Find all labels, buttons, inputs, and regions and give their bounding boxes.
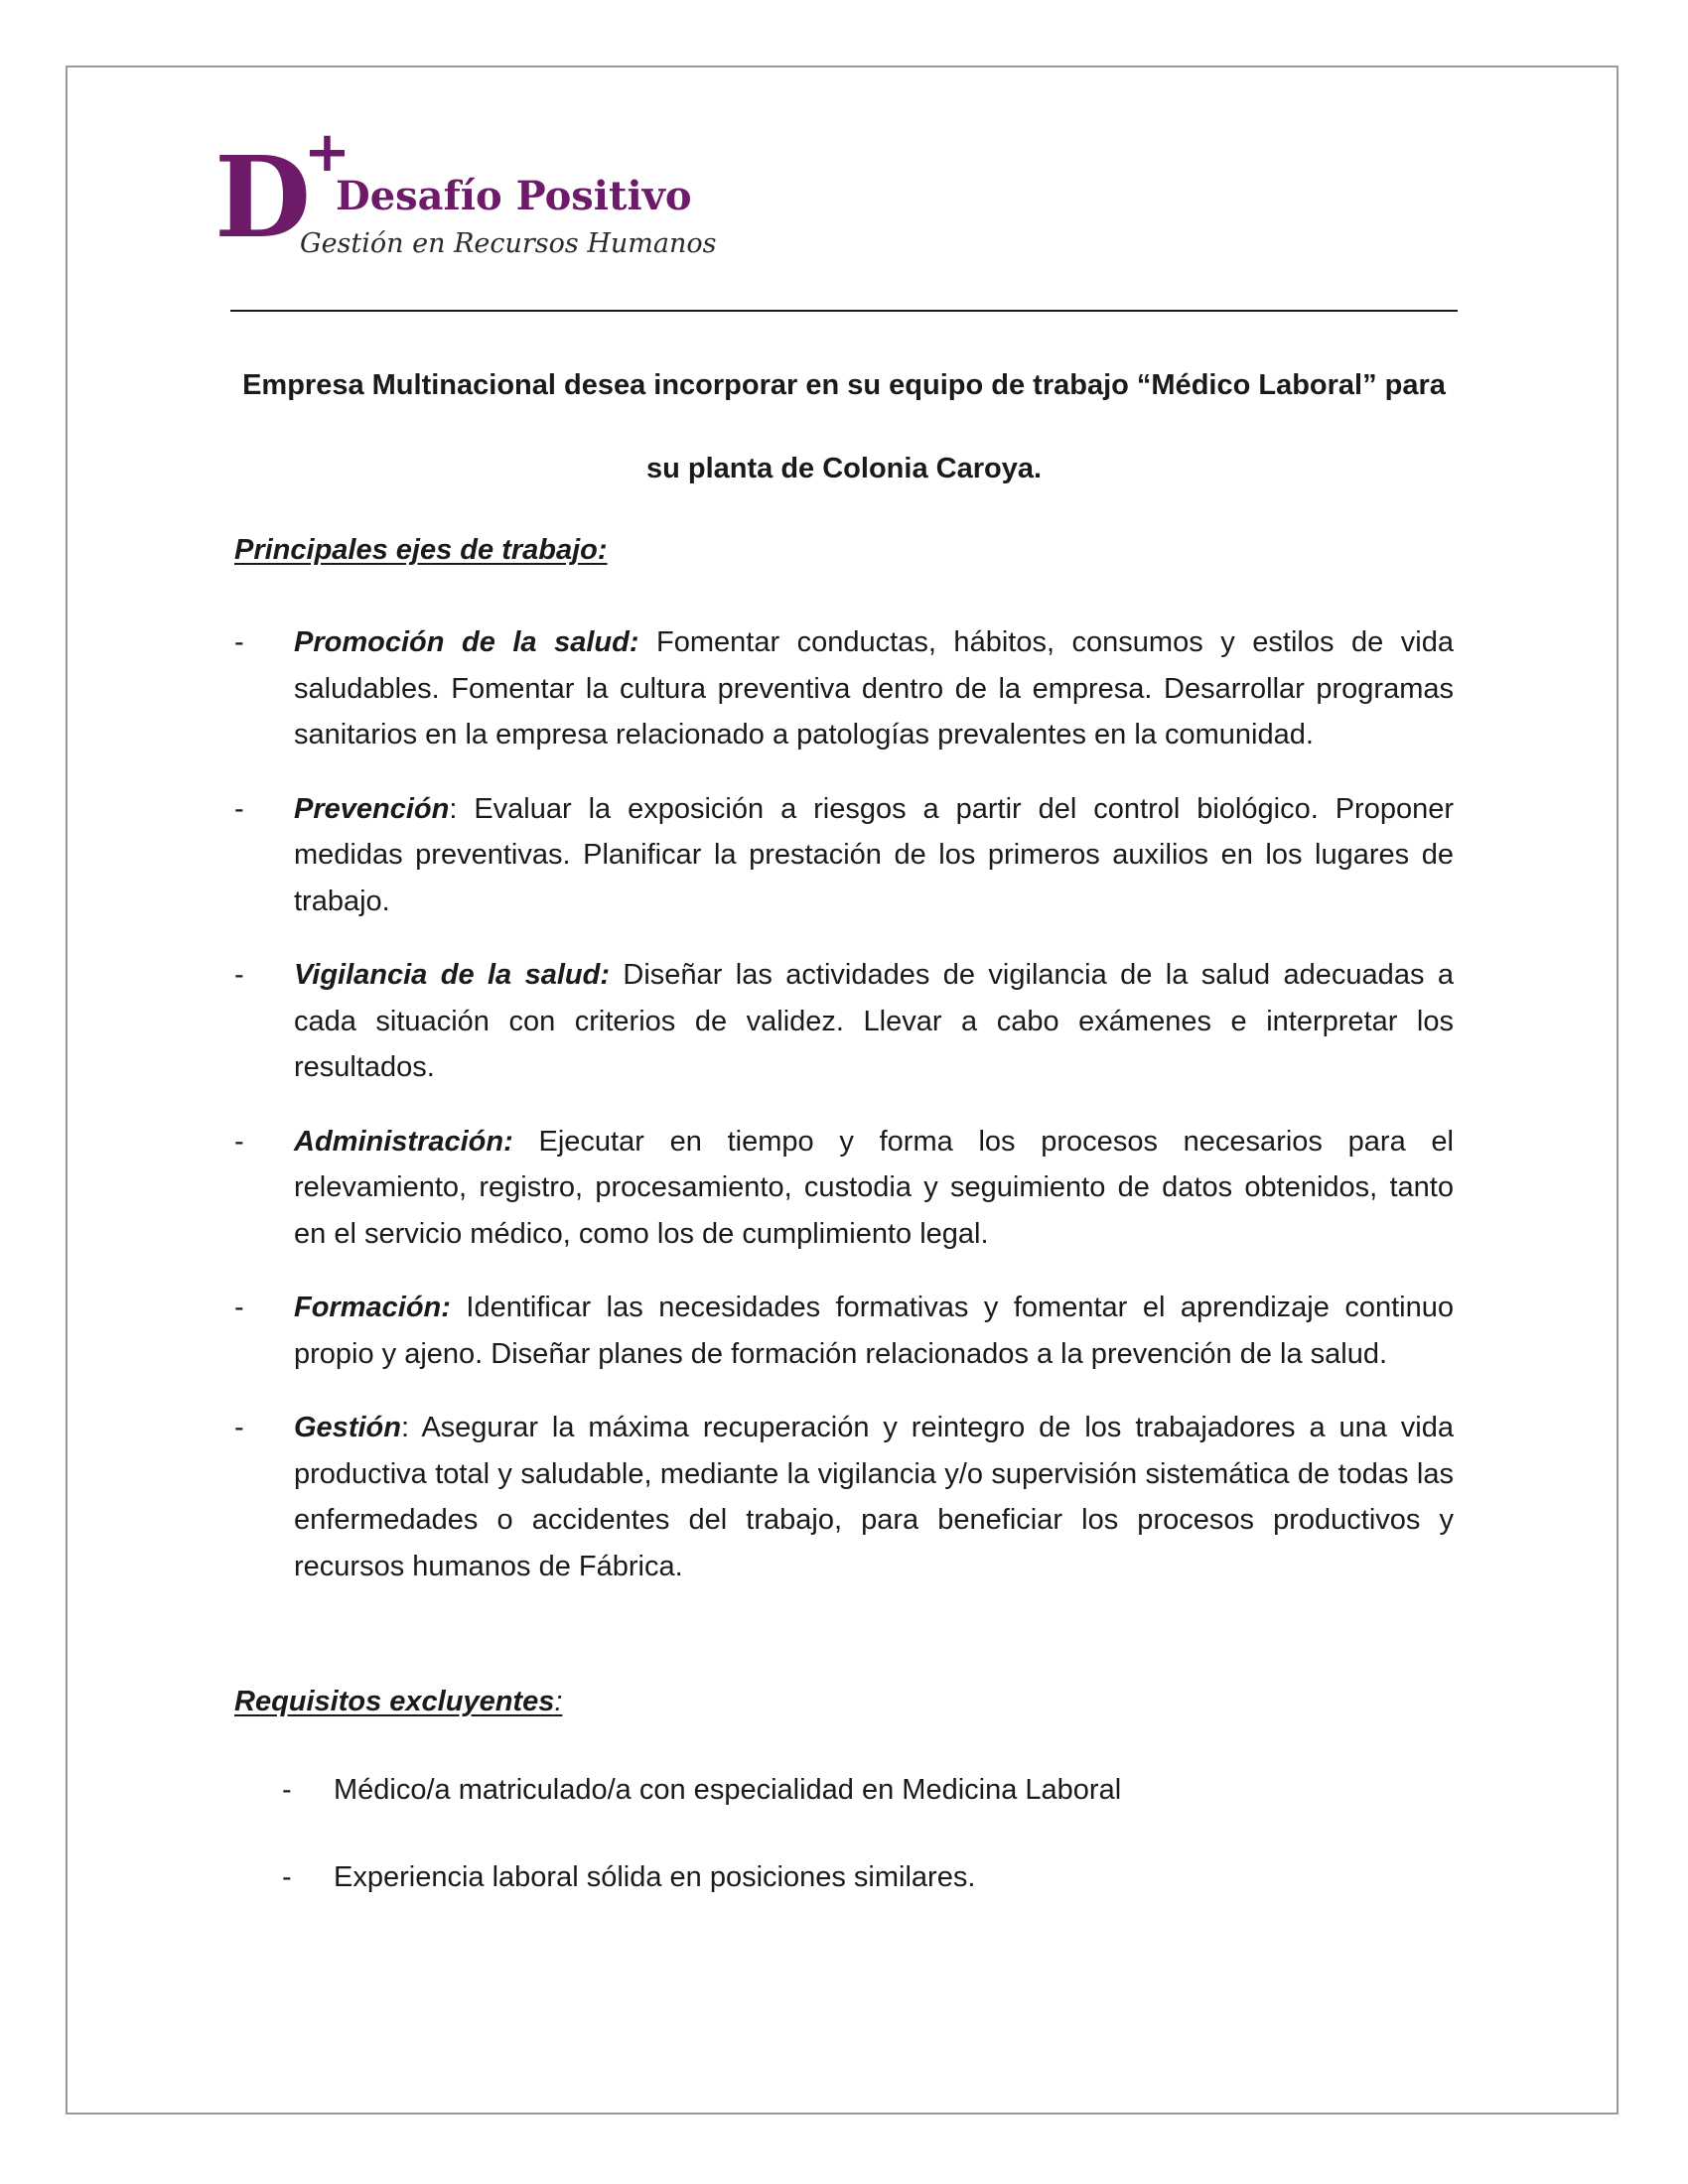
eje-text: Fomentar conductas, hábitos, consumos y estilos de vida saludables. Fomentar la cultura preventiva dentro de la empresa. Desarrollar programas sanitarios en la empresa relacionado a patologías prevalentes en la comunidad. — [294, 626, 1454, 751]
eje-item-gestion — [234, 1405, 1454, 1589]
requisitos-heading — [234, 1682, 562, 1721]
list-dash: - — [234, 792, 244, 825]
ejes-heading: Principales ejes de trabajo: — [234, 534, 608, 566]
eje-term: Formación: — [294, 1292, 451, 1323]
ejes-list — [234, 619, 1454, 1617]
eje-text: Diseñar las actividades de vigilancia de la salud adecuadas a cada situación con criterios de validez. Llevar a cabo exámenes e interpretar los resultados. — [294, 959, 1454, 1083]
eje-term: Promoción de la salud: — [294, 626, 639, 658]
job-title — [230, 343, 1458, 510]
eje-term: Vigilancia de la salud: — [294, 959, 610, 991]
list-dash: - — [234, 626, 244, 658]
eje-item-promocion — [234, 619, 1454, 758]
job-title-line-2: su planta de Colonia Caroya. — [645, 453, 1043, 484]
company-logo — [214, 120, 751, 270]
list-dash: - — [234, 959, 244, 991]
logo-letter: D — [214, 133, 312, 263]
logo-company-name: Desafío Positivo — [336, 173, 692, 219]
header-divider — [230, 310, 1458, 312]
eje-item-prevencion — [234, 786, 1454, 925]
list-dash: - — [234, 1125, 244, 1158]
requisito-item — [282, 1767, 1454, 1813]
list-dash: - — [282, 1861, 292, 1893]
requisitos-heading-text: Requisitos excluyentes — [234, 1686, 555, 1717]
requisitos-heading-colon: : — [554, 1686, 563, 1717]
eje-item-formacion — [234, 1285, 1454, 1377]
job-title-line-1: Empresa Multinacional desea incorporar en su equipo de trabajo “Médico Laboral” para — [242, 369, 1446, 401]
eje-text: : Evaluar la exposición a riesgos a partir del control biológico. Proponer medidas preventivas. Planificar la prestación de los primeros auxilios en los lugares de trabajo. — [294, 792, 1454, 917]
eje-term: Gestión — [294, 1412, 401, 1443]
list-dash: - — [282, 1774, 292, 1806]
list-dash: - — [234, 1292, 244, 1323]
eje-item-vigilancia — [234, 952, 1454, 1091]
logo-tagline: Gestión en Recursos Humanos — [300, 228, 717, 259]
eje-item-administracion — [234, 1119, 1454, 1258]
eje-text: Identificar las necesidades formativas y fomentar el aprendizaje continuo propio y ajeno. Diseñar planes de formación relacionados a la prevención de la salud. — [294, 1292, 1454, 1370]
logo-plus-icon: + — [304, 120, 351, 185]
eje-text: : Asegurar la máxima recuperación y reintegro de los trabajadores a una vida productiva total y saludable, mediante la vigilancia y/o supervisión sistemática de todas las enfermedades o accidentes del trabajo, para beneficiar los procesos productivos y recursos humanos de Fábrica. — [294, 1412, 1454, 1582]
requisitos-list — [282, 1767, 1454, 1942]
list-dash: - — [234, 1412, 244, 1443]
requisito-text: Experiencia laboral sólida en posiciones similares. — [334, 1861, 976, 1893]
requisito-text: Médico/a matriculado/a con especialidad en Medicina Laboral — [334, 1774, 1122, 1806]
eje-text: Ejecutar en tiempo y forma los procesos necesarios para el relevamiento, registro, procesamiento, custodia y seguimiento de datos obtenidos, tanto en el servicio médico, como los de cumplimiento legal. — [294, 1125, 1454, 1250]
eje-term: Administración: — [294, 1125, 513, 1158]
requisito-item — [282, 1854, 1454, 1900]
eje-term: Prevención — [294, 792, 450, 825]
